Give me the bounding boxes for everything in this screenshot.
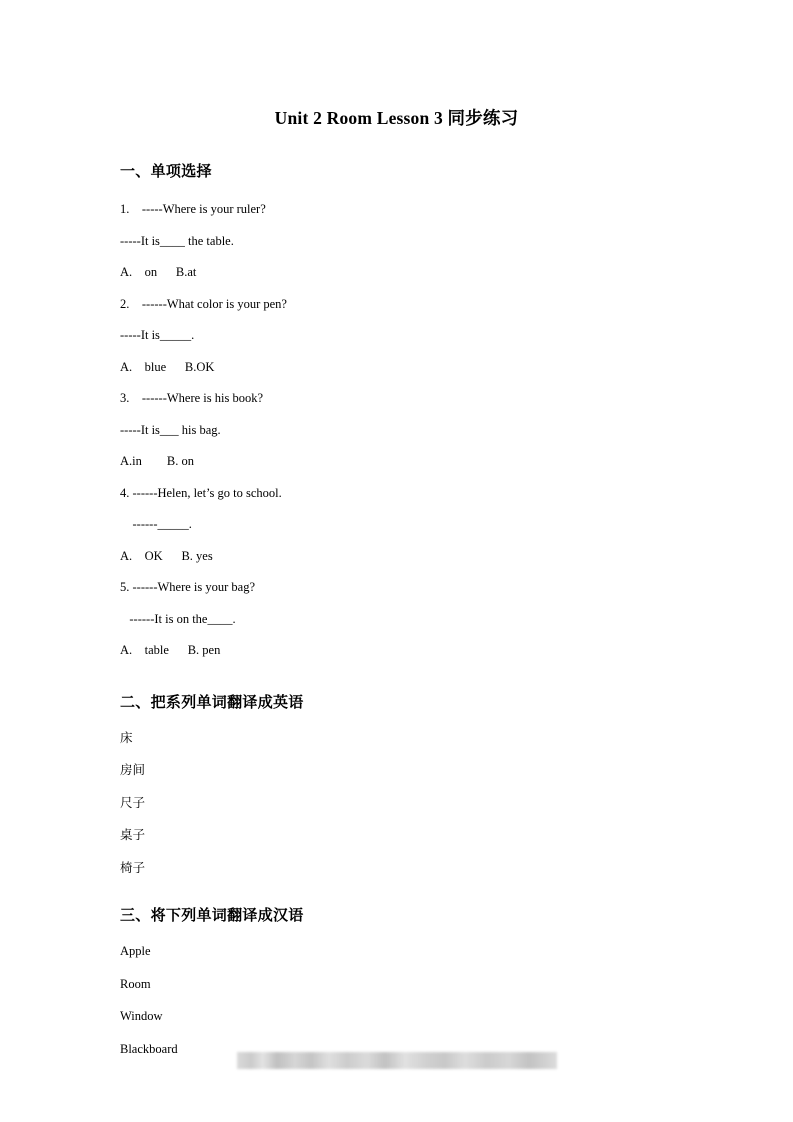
question-line: 2. ------What color is your pen?: [120, 296, 287, 311]
word-item: Window: [120, 1009, 163, 1023]
option-line: A. table B. pen: [120, 643, 221, 657]
page-title: Unit 2 Room Lesson 3 同步练习: [274, 108, 519, 128]
question-line: 4. ------Helen, let’s go to school.: [120, 485, 282, 500]
word-item: 房间: [120, 763, 146, 777]
option-line: A. OK B. yes: [120, 548, 213, 563]
question-line: ------It is on the____.: [120, 611, 236, 626]
question-line: ------_____.: [120, 517, 192, 531]
word-item: 椅子: [120, 860, 146, 875]
question-line: -----It is_____.: [120, 328, 195, 342]
word-item: 床: [120, 730, 133, 745]
section-heading-1: 一、单项选择: [120, 163, 212, 180]
option-line: A. blue B.OK: [120, 359, 215, 374]
word-item: 桌子: [120, 828, 146, 842]
section-heading-2: 二、把系列单词翻译成英语: [120, 693, 304, 711]
question-line: -----It is___ his bag.: [120, 422, 221, 437]
option-line: A. on B.at: [120, 265, 197, 279]
section-heading-3: 三、将下列单词翻译成汉语: [120, 907, 304, 924]
redacted-footer-watermark: [237, 1052, 557, 1069]
option-line: A.in B. on: [120, 454, 194, 468]
word-item: Blackboard: [120, 1041, 178, 1056]
word-item: Apple: [120, 944, 151, 958]
question-line: 3. ------Where is his book?: [120, 391, 264, 405]
word-item: 尺子: [120, 795, 146, 810]
word-item: Room: [120, 976, 151, 991]
question-line: -----It is____ the table.: [120, 233, 234, 248]
question-line: 1. -----Where is your ruler?: [120, 202, 266, 216]
question-line: 5. ------Where is your bag?: [120, 580, 256, 594]
